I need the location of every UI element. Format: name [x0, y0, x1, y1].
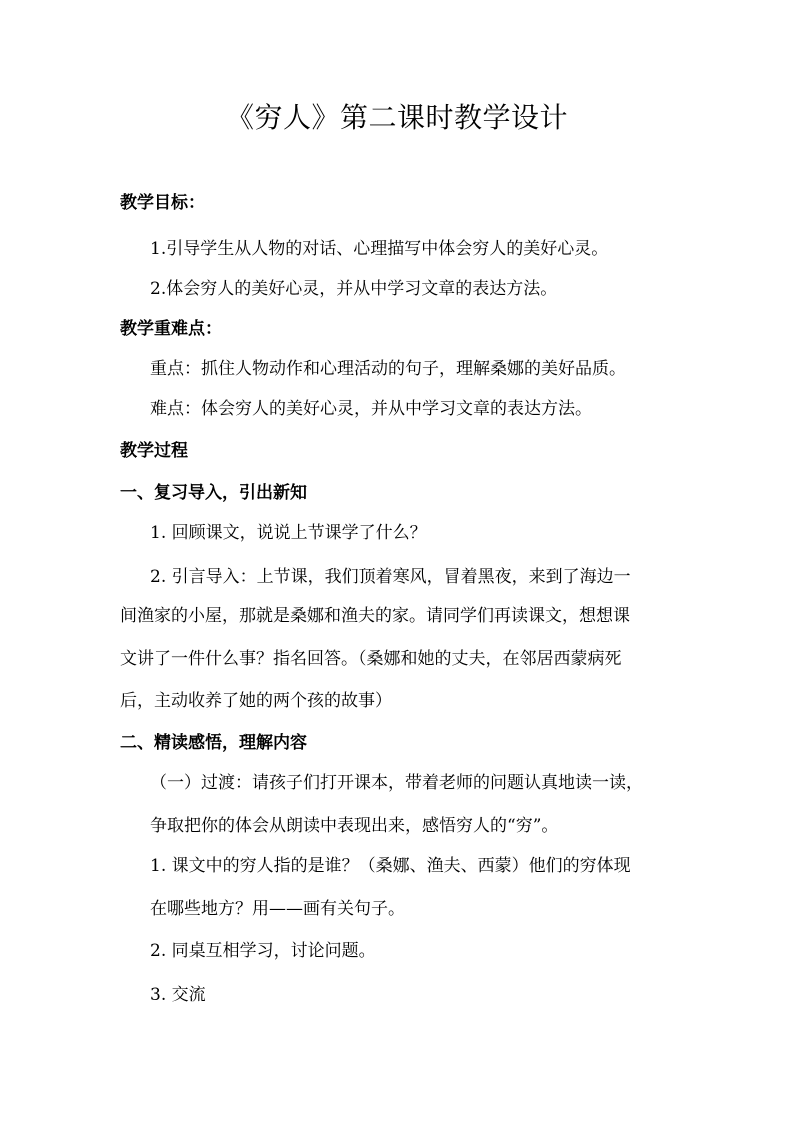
part1-item2-line3: 文讲了一件什么事？指名回答。（桑娜和她的丈夫，在邻居西蒙病死: [120, 649, 622, 669]
part2-transition-line1: （一）过渡：请孩子们打开课本，带着老师的问题认真地读一读，: [150, 773, 643, 793]
part1-item2-line4: 后，主动收养了她的两个孩的故事）: [120, 691, 392, 711]
part1-item2-line2: 间渔家的小屋，那就是桑娜和渔夫的家。请同学们再读课文，想想课: [120, 606, 630, 626]
difficult-point: 难点：体会穷人的美好心灵，并从中学习文章的表达方法。: [150, 399, 592, 419]
process-heading: 教学过程: [120, 441, 188, 461]
part2-item1-line1: 1. 课文中的穷人指的是谁？（桑娜、渔夫、西蒙）他们的穷体现: [150, 856, 631, 876]
page-title: 《穷人》第二课时教学设计: [225, 101, 568, 134]
part2-item2: 2. 同桌互相学习，讨论问题。: [150, 941, 376, 961]
part1-item1: 1. 回顾课文，说说上节课学了什么？: [150, 523, 427, 543]
key-points-heading: 教学重难点：: [120, 319, 222, 339]
key-point: 重点：抓住人物动作和心理活动的句子，理解桑娜的美好品质。: [150, 359, 626, 379]
objective-2: 2.体会穷人的美好心灵，并从中学习文章的表达方法。: [150, 279, 558, 299]
part2-heading: 二、精读感悟，理解内容: [120, 733, 307, 753]
part1-item2-line1: 2. 引言导入：上节课，我们顶着寒风，冒着黑夜，来到了海边一: [150, 567, 631, 587]
objectives-heading: 教学目标：: [120, 193, 205, 213]
part2-item1-line2: 在哪些地方？用——画有关句子。: [150, 899, 405, 919]
part2-item3: 3. 交流: [150, 985, 206, 1005]
part1-heading: 一、复习导入，引出新知: [120, 483, 307, 503]
part2-transition-line2: 争取把你的体会从朗读中表现出来，感悟穷人的“穷”。: [150, 816, 559, 836]
objective-1: 1.引导学生从人物的对话、心理描写中体会穷人的美好心灵。: [150, 239, 609, 259]
